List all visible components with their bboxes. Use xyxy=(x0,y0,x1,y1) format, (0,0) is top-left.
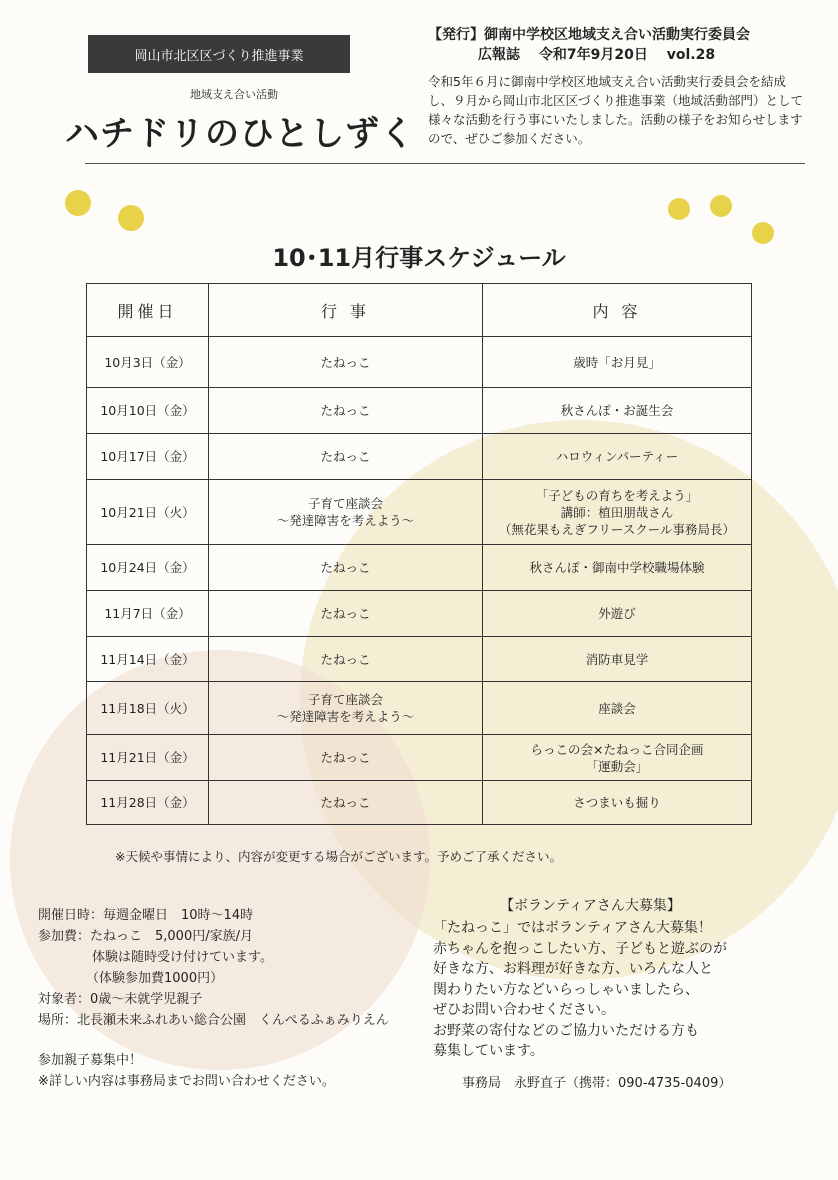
issue-label: 広報誌 xyxy=(478,47,520,63)
volunteer-line: お野菜の寄付などのご協力いただける方も xyxy=(433,1022,699,1039)
intro-text: 令和5年６月に御南中学校区地域支え合い活動実行委員会を結成し、９月から岡山市北区区づくり推進事業（地域活動部門）として様々な活動を行う事にいたしました。活動の様子をお知らせしますので、ぜひご参加ください。 xyxy=(428,74,804,146)
date-cell: 10月3日（金） xyxy=(87,337,209,388)
content-cell-line: 講師：植田朋哉さん xyxy=(560,504,674,520)
content-cell xyxy=(483,337,752,388)
table-row xyxy=(87,388,752,434)
event-cell-line: たねっこ xyxy=(320,606,371,621)
table-row xyxy=(87,637,752,682)
table-row xyxy=(87,545,752,591)
date-cell: 10月17日（金） xyxy=(87,434,209,480)
table-row xyxy=(87,480,752,545)
volunteer-line: 募集しています。 xyxy=(433,1043,544,1059)
table-row xyxy=(87,337,752,388)
issue-date: 令和7年9月20日 xyxy=(538,47,648,63)
event-cell xyxy=(209,337,483,388)
recruit-contact-note: ※詳しい内容は事務局までお問い合わせください。 xyxy=(38,1074,335,1089)
content-cell-line: 秋さんぽ・お誕生会 xyxy=(560,403,674,418)
info-target: 対象者：0歳～未就学児親子 xyxy=(38,992,203,1007)
volunteer-line: 好きな方、お料理が好きな方、いろんな人と xyxy=(433,961,713,977)
content-cell xyxy=(483,388,752,434)
event-cell xyxy=(209,682,483,735)
content-cell-line: らっこの会×たねっこ合同企画 xyxy=(530,741,704,757)
event-cell-line: たねっこ xyxy=(320,795,371,810)
date-cell: 11月7日（金） xyxy=(87,591,209,637)
content-cell xyxy=(483,682,752,735)
event-cell-line: ～発達障害を考えよう～ xyxy=(276,513,415,528)
table-row xyxy=(87,434,752,480)
content-cell xyxy=(483,434,752,480)
event-cell-line: たねっこ xyxy=(320,403,371,418)
table-row xyxy=(87,781,752,825)
volunteer-line: 赤ちゃんを抱っこしたい方、子どもと遊ぶのが xyxy=(433,940,727,957)
info-trial: 体験は随時受け付けています。 xyxy=(92,950,273,965)
content-cell-line: さつまいも掘り xyxy=(573,795,661,810)
event-cell xyxy=(209,735,483,781)
event-info xyxy=(38,905,389,1031)
content-cell-line: （無花果もえぎフリースクール事務局長） xyxy=(498,521,736,537)
event-cell-line: たねっこ xyxy=(320,449,371,464)
volunteer-line: 「たねっこ」ではボランティアさん大募集！ xyxy=(433,920,712,936)
office-contact: 事務局 永野直子（携帯：090-4735-0409） xyxy=(462,1076,732,1091)
volunteer-line: 関わりたい方などいらっしゃいましたら、 xyxy=(433,981,699,998)
event-cell xyxy=(209,388,483,434)
event-cell-line: 子育て座談会 xyxy=(307,692,383,707)
content-cell-line: 「子どもの育ちを考えよう」 xyxy=(535,487,699,503)
event-cell xyxy=(209,637,483,682)
recruit-heading: 参加親子募集中！ xyxy=(38,1053,143,1068)
table-row xyxy=(87,682,752,735)
content-cell-line: 座談会 xyxy=(598,700,636,716)
issue-volume: vol.28 xyxy=(666,47,716,63)
volunteer-body xyxy=(433,918,727,1062)
content-cell xyxy=(483,545,752,591)
column-header: 開催日 xyxy=(87,284,209,337)
column-header: 内 容 xyxy=(483,284,752,337)
content-cell xyxy=(483,591,752,637)
content-cell-line: 歳時「お月見」 xyxy=(573,354,661,370)
issue-info xyxy=(478,44,715,64)
content-cell-line: 外遊び xyxy=(598,606,636,621)
divider xyxy=(85,163,805,164)
info-datetime: 開催日時：毎週金曜日 10時～14時 xyxy=(38,908,254,923)
info-fee: 参加費：たねっこ 5,000円/家族/月 xyxy=(38,929,253,944)
content-cell xyxy=(483,637,752,682)
program-banner: 岡山市北区区づくり推進事業 xyxy=(88,35,350,73)
info-place: 場所：北長瀬未来ふれあい総合公園 くんぺるふぁみりえん xyxy=(38,1013,389,1028)
info-trial-fee: （体験参加費1000円） xyxy=(86,971,224,986)
content-cell-line: 消防車見学 xyxy=(585,651,649,667)
schedule-table xyxy=(86,283,752,825)
schedule-note: ※天候や事情により、内容が変更する場合がございます。予めご了承ください。 xyxy=(115,849,562,864)
event-cell xyxy=(209,591,483,637)
content-cell xyxy=(483,781,752,825)
event-cell xyxy=(209,480,483,545)
column-header: 行 事 xyxy=(209,284,483,337)
volunteer-title: 【ボランティアさん大募集】 xyxy=(500,898,681,914)
table-row xyxy=(87,591,752,637)
date-cell: 10月21日（火） xyxy=(87,480,209,545)
date-cell: 10月10日（金） xyxy=(87,388,209,434)
content-cell-line: 秋さんぽ・御南中学校職場体験 xyxy=(529,560,705,575)
logo-title: ハチドリのひとしずく xyxy=(65,114,415,154)
table-row xyxy=(87,735,752,781)
event-cell-line: たねっこ xyxy=(320,354,371,370)
event-cell-line: たねっこ xyxy=(320,750,371,765)
content-cell xyxy=(483,480,752,545)
logo-subtitle: 地域支え合い活動 xyxy=(190,88,278,101)
event-cell-line: たねっこ xyxy=(320,651,371,667)
date-cell: 11月21日（金） xyxy=(87,735,209,781)
event-cell-line: たねっこ xyxy=(320,560,371,575)
publisher: 【発行】御南中学校区地域支え合い活動実行委員会 xyxy=(428,27,750,43)
child-illustration-icon xyxy=(118,205,144,231)
baby-illustration-icon xyxy=(710,195,732,217)
event-cell xyxy=(209,434,483,480)
baby-illustration-icon xyxy=(668,198,690,220)
event-cell-line: ～発達障害を考えよう～ xyxy=(276,709,415,724)
volunteer-line: ぜひお問い合わせください。 xyxy=(433,1002,615,1018)
schedule-title: 10･11月行事スケジュール xyxy=(272,244,566,272)
child-illustration-icon xyxy=(65,190,91,216)
date-cell: 11月18日（火） xyxy=(87,682,209,735)
content-cell-line: 「運動会」 xyxy=(585,758,649,774)
event-cell xyxy=(209,781,483,825)
event-cell xyxy=(209,545,483,591)
event-cell-line: 子育て座談会 xyxy=(307,496,383,511)
date-cell: 10月24日（金） xyxy=(87,545,209,591)
content-cell xyxy=(483,735,752,781)
date-cell: 11月28日（金） xyxy=(87,781,209,825)
content-cell-line: ハロウィンパーティー xyxy=(555,449,679,464)
recruit-info xyxy=(38,1050,335,1092)
date-cell: 11月14日（金） xyxy=(87,637,209,682)
